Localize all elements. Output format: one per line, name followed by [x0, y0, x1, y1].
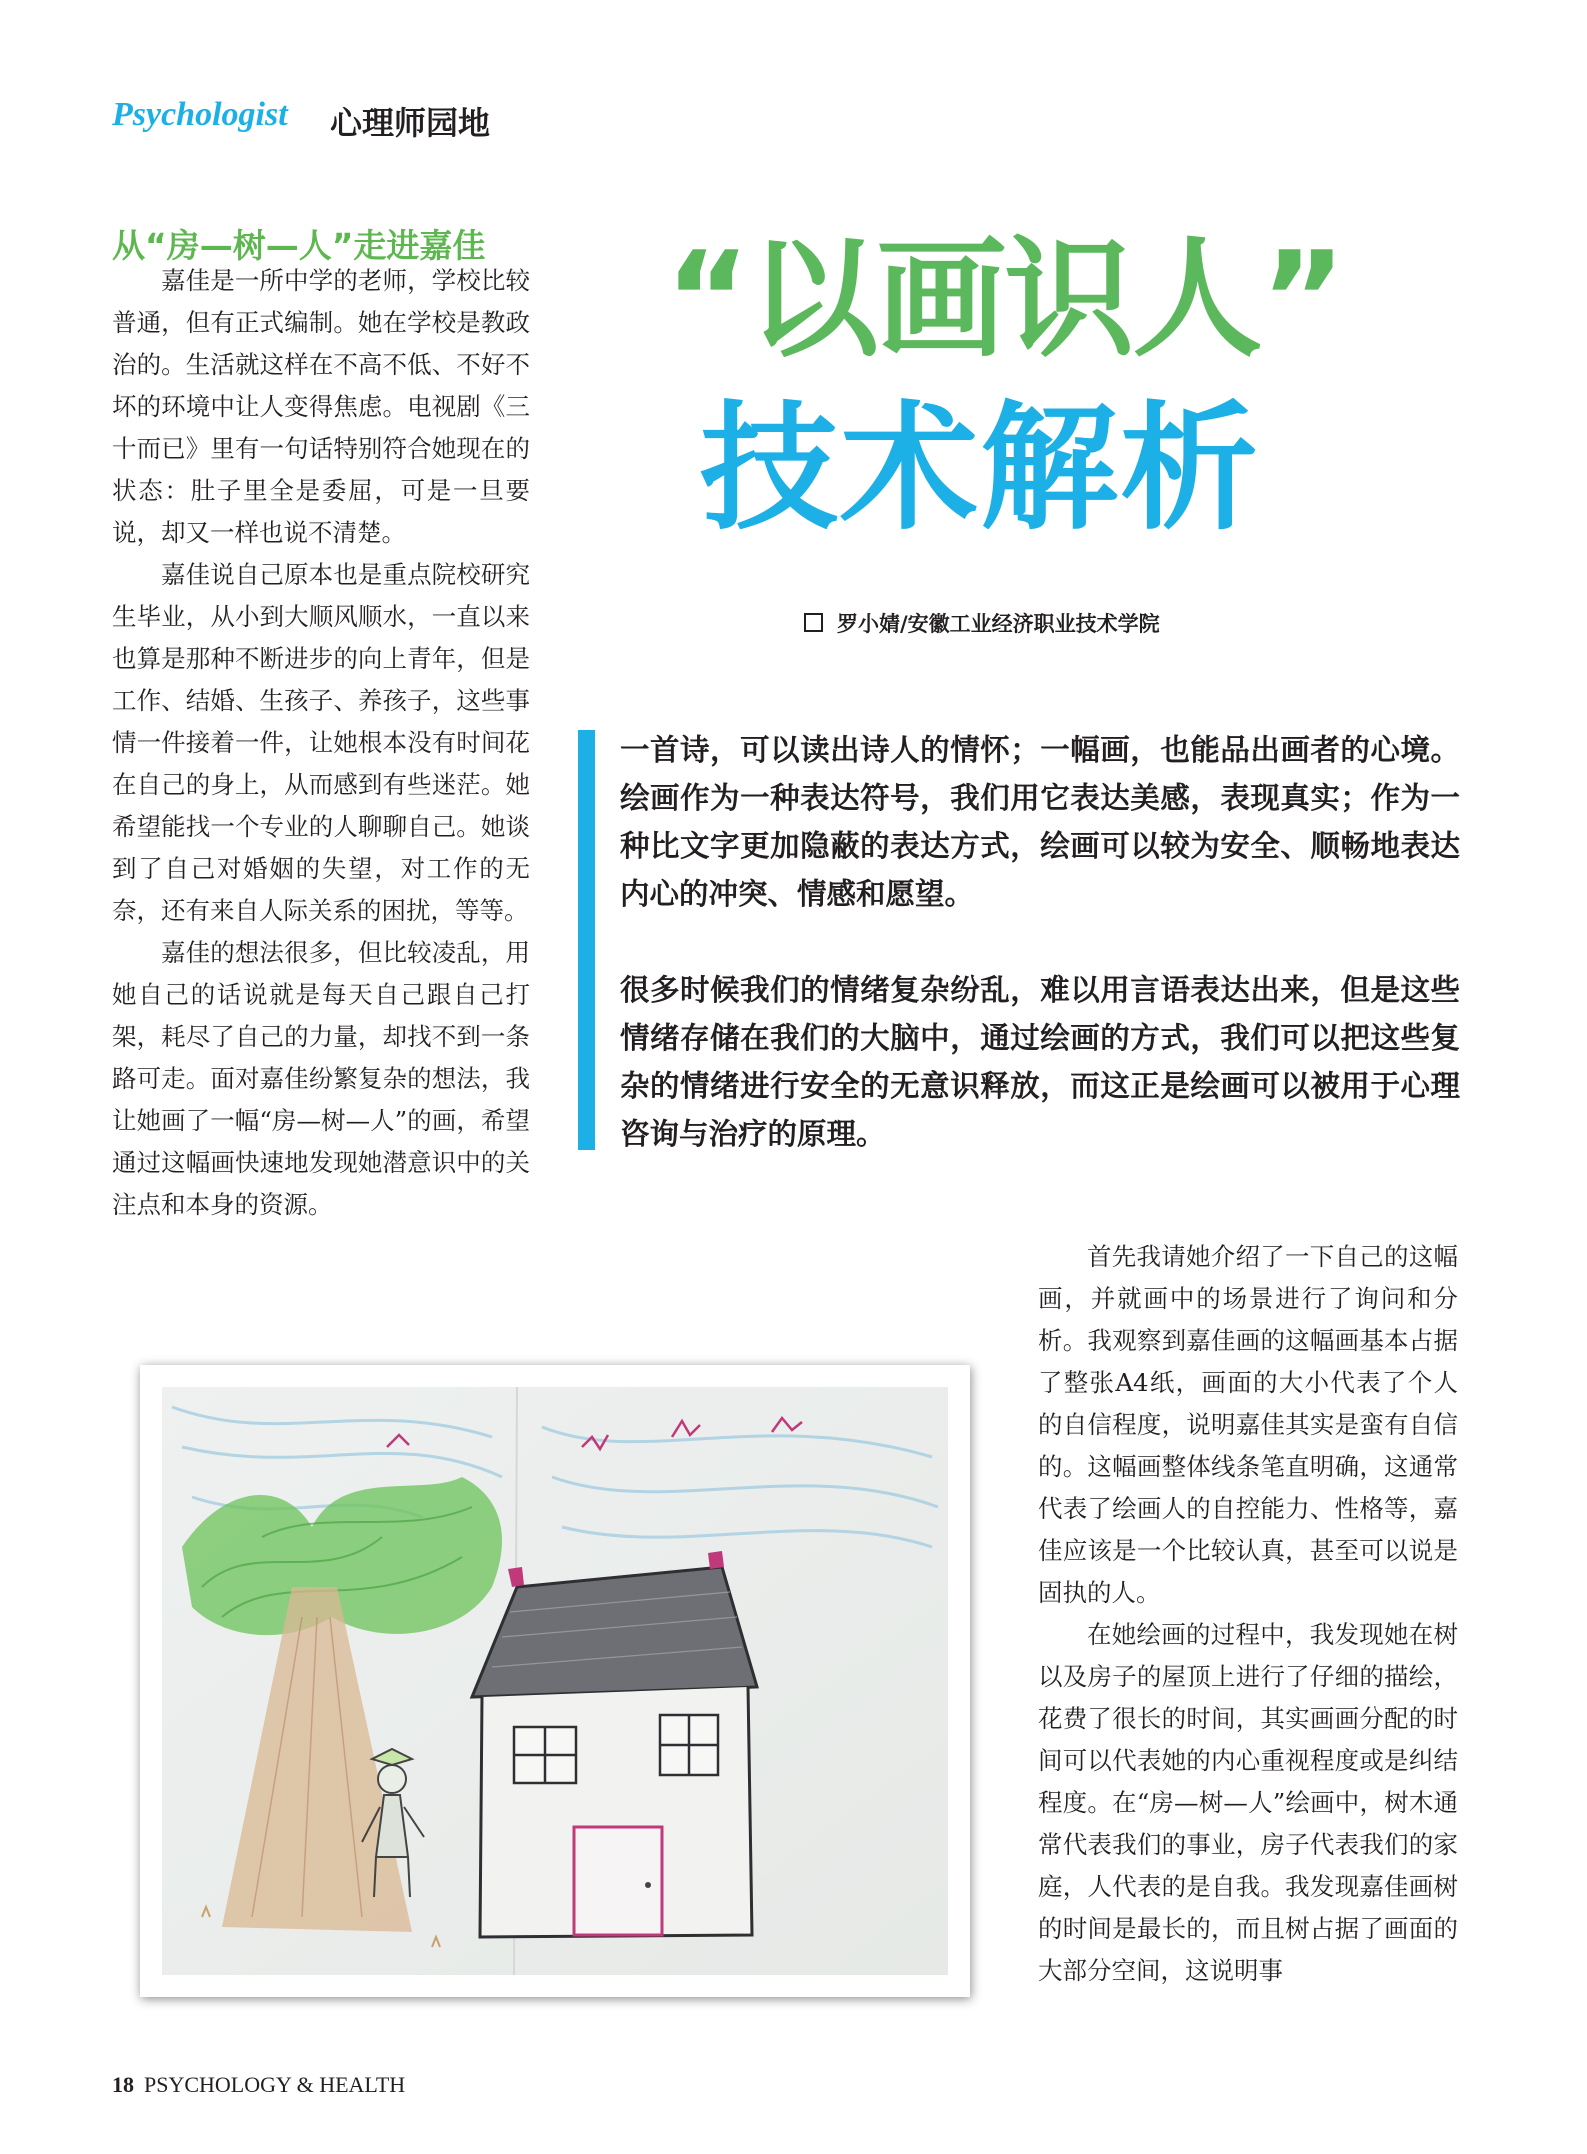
- section-name-en: Psychologist: [112, 96, 288, 133]
- subsection-title: 从“房—树—人”走进嘉佳: [112, 226, 486, 265]
- article-title-line1: “以画识人”: [665, 223, 1344, 375]
- magazine-name: PSYCHOLOGY & HEALTH: [144, 2072, 406, 2097]
- left-paragraph-1: 嘉佳是一所中学的老师，学校比较普通，但有正式编制。她在学校是教政治的。生活就这样在不高不低、不好不坏的环境中让人变得焦虑。电视剧《三十而已》里有一句话特别符合她现在的状态：肚子里全是委屈，可是一旦要说，却又一样也说不清楚。: [112, 266, 530, 547]
- page-number: 18: [112, 2072, 134, 2097]
- left-paragraph-2: 嘉佳说自己原本也是重点院校研究生毕业，从小到大顺风顺水，一直以来也算是那种不断进步的向上青年，但是工作、结婚、生孩子、养孩子，这些事情一件接着一件，让她根本没有时间花在自己的身上，从而感到有些迷茫。她希望能找一个专业的人聊聊自己。她谈到了自己对婚姻的失望，对工作的无奈，还有来自人际关系的困扰，等等。: [112, 560, 530, 925]
- right-column: [1038, 1236, 1458, 1992]
- abstract: [620, 726, 1460, 1206]
- abstract-paragraph-2: 很多时候我们的情绪复杂纷乱，难以用言语表达出来，但是这些情绪存储在我们的大脑中，通过绘画的方式，我们可以把这些复杂的情绪进行安全的无意识释放，而这正是绘画可以被用于心理咨询与治疗的原理。: [620, 972, 1460, 1151]
- abstract-paragraph-1: 一首诗，可以读出诗人的情怀；一幅画，也能品出画者的心境。绘画作为一种表达符号，我们用它表达美感，表现真实；作为一种比文字更加隐蔽的表达方式，绘画可以较为安全、顺畅地表达内心的冲突、情感和愿望。: [620, 732, 1460, 911]
- byline: [804, 608, 1160, 638]
- drawing-photo: [140, 1365, 970, 1997]
- right-paragraph-2: 在她绘画的过程中，我发现她在树以及房子的屋顶上进行了仔细的描绘，花费了很长的时间，其实画画分配的时间可以代表她的内心重视程度或是纠结程度。在“房—树—人”绘画中，树木通常代表我们的事业，房子代表我们的家庭，人代表的是自我。我发现嘉佳画树的时间是最长的，而且树占据了画面的大部分空间，这说明事: [1038, 1620, 1458, 1985]
- house-tree-person-drawing: [162, 1387, 948, 1975]
- abstract-accent-bar: [578, 730, 595, 1150]
- section-name-cn: 心理师园地: [330, 104, 491, 142]
- byline-text: 罗小婧/安徽工业经济职业技术学院: [837, 612, 1160, 636]
- left-paragraph-3: 嘉佳的想法很多，但比较凌乱，用她自己的话说就是每天自己跟自己打架，耗尽了自己的力量，却找不到一条路可走。面对嘉佳纷繁复杂的想法，我让她画了一幅“房—树—人”的画，希望通过这幅画快速地发现她潜意识中的关注点和本身的资源。: [112, 938, 530, 1219]
- byline-box-icon: [804, 613, 823, 632]
- right-paragraph-1: 首先我请她介绍了一下自己的这幅画，并就画中的场景进行了询问和分析。我观察到嘉佳画的这幅画基本占据了整张A4纸，画面的大小代表了个人的自信程度，说明嘉佳其实是蛮有自信的。这幅画整体线条笔直明确，这通常代表了绘画人的自控能力、性格等，嘉佳应该是一个比较认真，甚至可以说是固执的人。: [1038, 1242, 1458, 1607]
- article-title-line2: 技术解析: [700, 388, 1261, 549]
- left-column: [112, 260, 530, 1226]
